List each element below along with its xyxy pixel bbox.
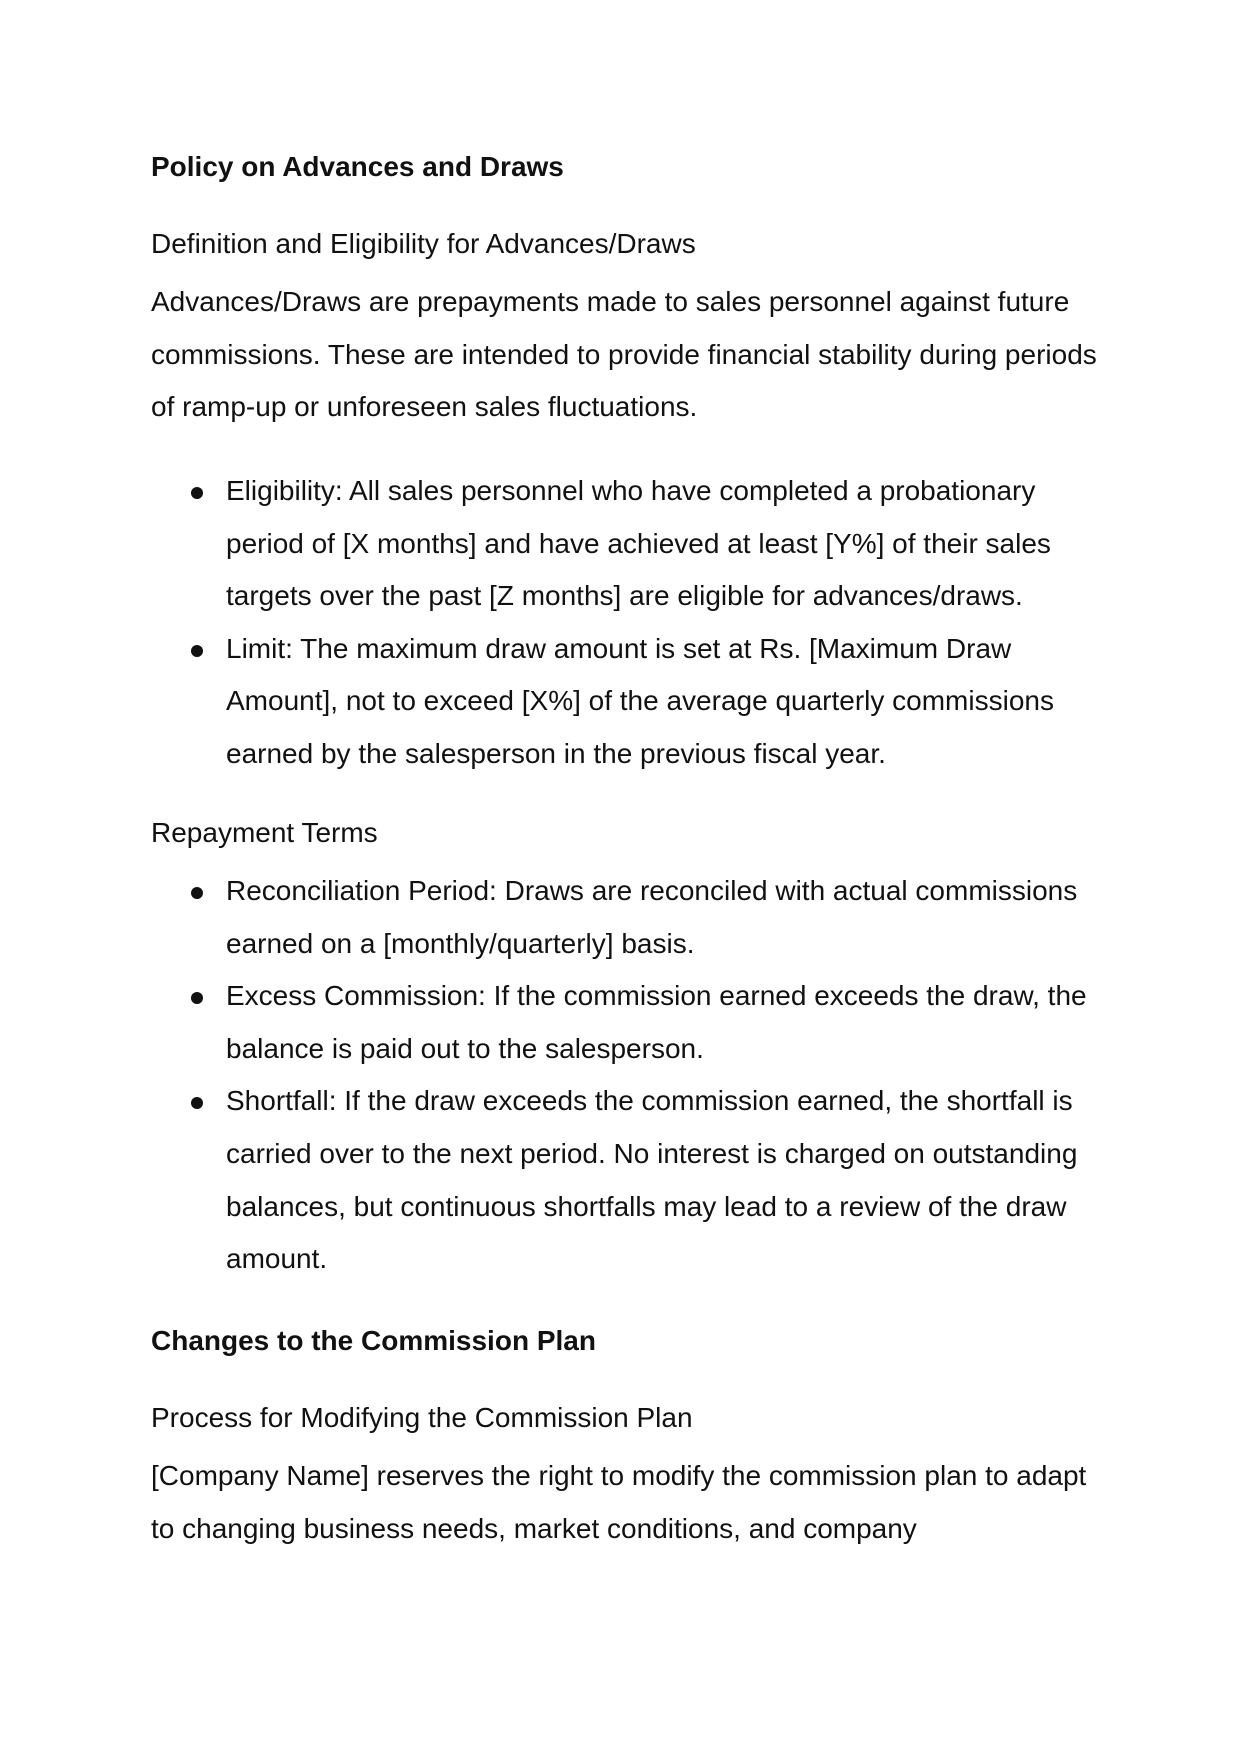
bullet-icon — [191, 887, 203, 899]
eligibility-list — [151, 465, 1111, 781]
paragraph-modification-process: [Company Name] reserves the right to modify the commission plan to adapt to changing business needs, market conditions, and company — [151, 1460, 1087, 1544]
list-item — [151, 1075, 1111, 1285]
list-item-text: Reconciliation Period: Draws are reconciled with actual commissions earned on a [monthly/quarterly] basis. — [226, 875, 1078, 959]
bullet-icon — [191, 645, 203, 657]
subheading-definition-eligibility: Definition and Eligibility for Advances/Draws — [151, 228, 696, 259]
section-heading-commission-plan-changes: Changes to the Commission Plan — [151, 1325, 596, 1356]
repayment-list — [151, 865, 1111, 1286]
subheading-repayment-terms: Repayment Terms — [151, 817, 378, 848]
list-item-text: Limit: The maximum draw amount is set at Rs. [Maximum Draw Amount], not to exceed [X%] of the average quarterly commissions earned by the salesperson in the previous fiscal year. — [226, 632, 1054, 769]
list-item-text: Eligibility: All sales personnel who have completed a probationary period of [X months] and have achieved at least [Y%] of their sales targets over the past [Z months] are eligible for advances/draws. — [226, 475, 1051, 612]
section-heading-advances-draws: Policy on Advances and Draws — [151, 151, 564, 182]
bullet-icon — [191, 487, 203, 499]
list-item — [151, 970, 1111, 1075]
list-item-text: Shortfall: If the draw exceeds the commission earned, the shortfall is carried over to the next period. No interest is charged on outstanding balances, but continuous shortfalls may lead to a review of the draw amount. — [226, 1085, 1078, 1275]
list-item-text: Excess Commission: If the commission earned exceeds the draw, the balance is paid out to the salesperson. — [226, 980, 1087, 1064]
list-item — [151, 465, 1111, 623]
paragraph-advances-definition: Advances/Draws are prepayments made to sales personnel against future commissions. These are intended to provide financial stability during periods of ramp-up or unforeseen sales fluctuations. — [151, 286, 1097, 423]
subheading-modification-process: Process for Modifying the Commission Plan — [151, 1402, 693, 1433]
list-item — [151, 623, 1111, 781]
list-item — [151, 865, 1111, 970]
bullet-icon — [191, 1097, 203, 1109]
bullet-icon — [191, 992, 203, 1004]
